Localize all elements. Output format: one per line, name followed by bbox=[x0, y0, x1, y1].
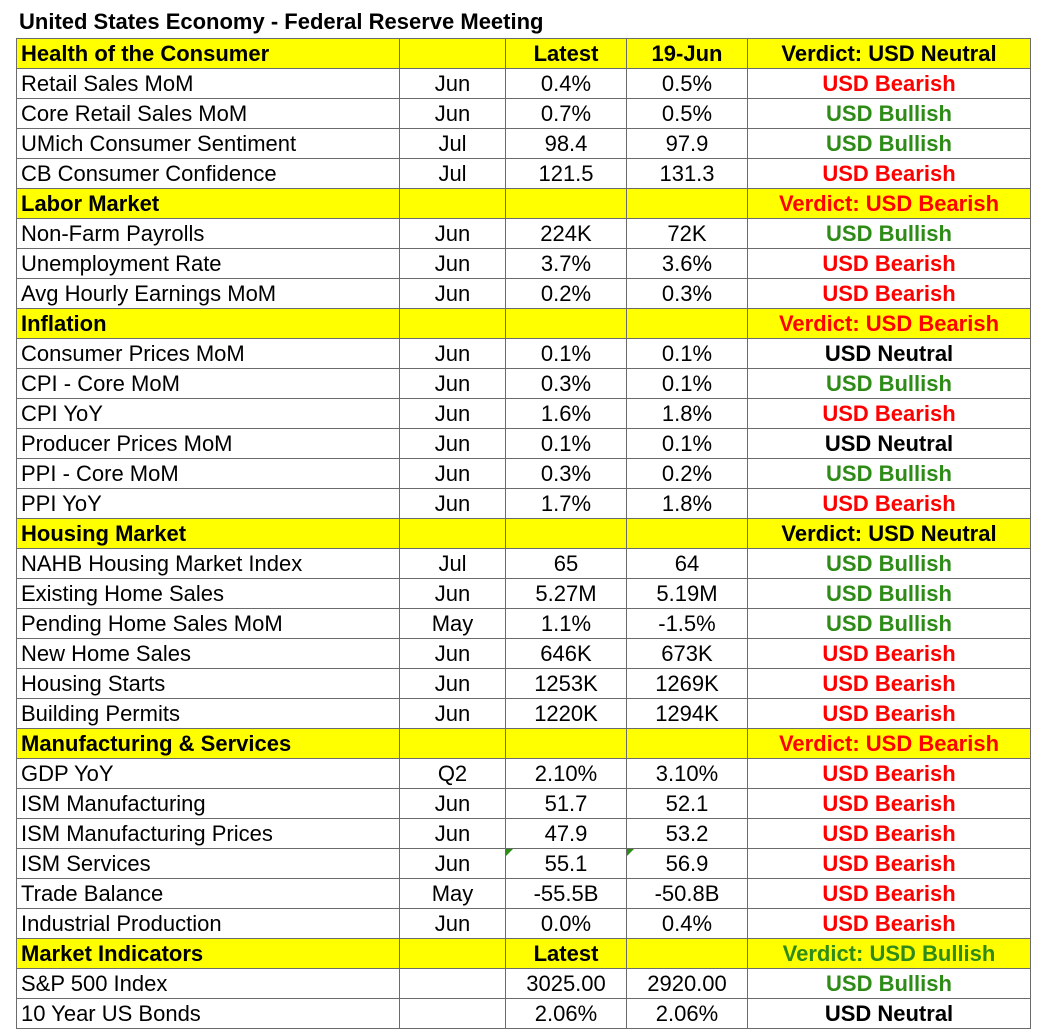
section-verdict: Verdict: USD Bearish bbox=[748, 309, 1031, 339]
indicator-name: ISM Manufacturing Prices bbox=[17, 819, 400, 849]
table-row bbox=[17, 609, 1031, 639]
previous-value: 0.5% bbox=[627, 69, 748, 99]
signal-bullish: USD Bullish bbox=[748, 99, 1031, 129]
section-month-header bbox=[400, 729, 506, 759]
indicator-name: PPI - Core MoM bbox=[17, 459, 400, 489]
previous-value: 0.2% bbox=[627, 459, 748, 489]
table-row bbox=[17, 999, 1031, 1029]
latest-value: 51.7 bbox=[506, 789, 627, 819]
indicator-name: Unemployment Rate bbox=[17, 249, 400, 279]
period-cell: Jul bbox=[400, 159, 506, 189]
signal-bullish: USD Bullish bbox=[748, 219, 1031, 249]
indicator-name: Pending Home Sales MoM bbox=[17, 609, 400, 639]
previous-value: 97.9 bbox=[627, 129, 748, 159]
latest-value: 0.7% bbox=[506, 99, 627, 129]
table-row bbox=[17, 759, 1031, 789]
section-verdict: Verdict: USD Bearish bbox=[748, 189, 1031, 219]
previous-value: 56.9 bbox=[627, 849, 748, 879]
page-title: United States Economy - Federal Reserve Meeting bbox=[19, 9, 544, 34]
previous-value: 1269K bbox=[627, 669, 748, 699]
latest-column-header: Latest bbox=[506, 939, 627, 969]
section-title: Labor Market bbox=[17, 189, 400, 219]
section-verdict: Verdict: USD Neutral bbox=[748, 39, 1031, 69]
section-title: Health of the Consumer bbox=[17, 39, 400, 69]
previous-value: 2.06% bbox=[627, 999, 748, 1029]
signal-bearish: USD Bearish bbox=[748, 879, 1031, 909]
previous-value: 1.8% bbox=[627, 399, 748, 429]
table-row bbox=[17, 819, 1031, 849]
period-cell: Jul bbox=[400, 549, 506, 579]
indicator-name: ISM Manufacturing bbox=[17, 789, 400, 819]
previous-value: 64 bbox=[627, 549, 748, 579]
previous-value: 0.4% bbox=[627, 909, 748, 939]
latest-value: 1.6% bbox=[506, 399, 627, 429]
table-row bbox=[17, 219, 1031, 249]
section-month-header bbox=[400, 519, 506, 549]
signal-bearish: USD Bearish bbox=[748, 399, 1031, 429]
period-cell: Jun bbox=[400, 639, 506, 669]
period-cell: Jun bbox=[400, 699, 506, 729]
latest-value: 0.3% bbox=[506, 369, 627, 399]
section-verdict: Verdict: USD Bearish bbox=[748, 729, 1031, 759]
signal-bullish: USD Bullish bbox=[748, 969, 1031, 999]
section-header-row bbox=[17, 309, 1031, 339]
indicator-name: Trade Balance bbox=[17, 879, 400, 909]
signal-bearish: USD Bearish bbox=[748, 849, 1031, 879]
table-row bbox=[17, 339, 1031, 369]
signal-bullish: USD Bullish bbox=[748, 609, 1031, 639]
period-cell: Jun bbox=[400, 99, 506, 129]
signal-bearish: USD Bearish bbox=[748, 909, 1031, 939]
period-cell: Jun bbox=[400, 669, 506, 699]
indicator-name: UMich Consumer Sentiment bbox=[17, 129, 400, 159]
signal-bullish: USD Bullish bbox=[748, 369, 1031, 399]
period-cell: Jun bbox=[400, 849, 506, 879]
section-verdict: Verdict: USD Bullish bbox=[748, 939, 1031, 969]
previous-value: 131.3 bbox=[627, 159, 748, 189]
signal-neutral: USD Neutral bbox=[748, 339, 1031, 369]
table-row bbox=[17, 159, 1031, 189]
signal-bearish: USD Bearish bbox=[748, 489, 1031, 519]
latest-value: 3.7% bbox=[506, 249, 627, 279]
table-row bbox=[17, 849, 1031, 879]
indicator-name: Non-Farm Payrolls bbox=[17, 219, 400, 249]
period-cell: Jun bbox=[400, 369, 506, 399]
period-cell: Q2 bbox=[400, 759, 506, 789]
indicator-name: CPI YoY bbox=[17, 399, 400, 429]
indicator-name: ISM Services bbox=[17, 849, 400, 879]
table-row bbox=[17, 549, 1031, 579]
section-header-row bbox=[17, 729, 1031, 759]
period-cell: May bbox=[400, 879, 506, 909]
signal-bearish: USD Bearish bbox=[748, 639, 1031, 669]
previous-value: 2920.00 bbox=[627, 969, 748, 999]
latest-value: 0.0% bbox=[506, 909, 627, 939]
table-row bbox=[17, 129, 1031, 159]
indicator-name: Producer Prices MoM bbox=[17, 429, 400, 459]
signal-bullish: USD Bullish bbox=[748, 549, 1031, 579]
previous-column-header bbox=[627, 939, 748, 969]
table-row bbox=[17, 459, 1031, 489]
latest-value: 224K bbox=[506, 219, 627, 249]
indicator-name: New Home Sales bbox=[17, 639, 400, 669]
section-month-header bbox=[400, 189, 506, 219]
table-row bbox=[17, 99, 1031, 129]
period-cell bbox=[400, 999, 506, 1029]
table-row bbox=[17, 279, 1031, 309]
latest-value: 121.5 bbox=[506, 159, 627, 189]
table-row bbox=[17, 249, 1031, 279]
indicator-name: GDP YoY bbox=[17, 759, 400, 789]
signal-neutral: USD Neutral bbox=[748, 999, 1031, 1029]
indicator-name: Core Retail Sales MoM bbox=[17, 99, 400, 129]
signal-bearish: USD Bearish bbox=[748, 789, 1031, 819]
period-cell: Jun bbox=[400, 819, 506, 849]
period-cell: May bbox=[400, 609, 506, 639]
section-title: Market Indicators bbox=[17, 939, 400, 969]
previous-value: 52.1 bbox=[627, 789, 748, 819]
previous-value: 1.8% bbox=[627, 489, 748, 519]
previous-value: 0.3% bbox=[627, 279, 748, 309]
previous-column-header bbox=[627, 519, 748, 549]
latest-value: 0.2% bbox=[506, 279, 627, 309]
table-row bbox=[17, 639, 1031, 669]
previous-value: 0.5% bbox=[627, 99, 748, 129]
table-row bbox=[17, 69, 1031, 99]
signal-neutral: USD Neutral bbox=[748, 429, 1031, 459]
section-header-row bbox=[17, 939, 1031, 969]
indicator-name: Housing Starts bbox=[17, 669, 400, 699]
period-cell: Jun bbox=[400, 219, 506, 249]
previous-value: 0.1% bbox=[627, 369, 748, 399]
latest-column-header bbox=[506, 309, 627, 339]
section-title: Inflation bbox=[17, 309, 400, 339]
latest-value: 0.1% bbox=[506, 429, 627, 459]
latest-column-header bbox=[506, 189, 627, 219]
section-month-header bbox=[400, 939, 506, 969]
section-title: Manufacturing & Services bbox=[17, 729, 400, 759]
latest-value: 5.27M bbox=[506, 579, 627, 609]
indicator-name: Retail Sales MoM bbox=[17, 69, 400, 99]
signal-bullish: USD Bullish bbox=[748, 129, 1031, 159]
previous-value: 1294K bbox=[627, 699, 748, 729]
section-header-row bbox=[17, 519, 1031, 549]
table-row bbox=[17, 669, 1031, 699]
section-month-header bbox=[400, 39, 506, 69]
period-cell: Jun bbox=[400, 909, 506, 939]
table-row bbox=[17, 579, 1031, 609]
previous-value: -1.5% bbox=[627, 609, 748, 639]
previous-value: -50.8B bbox=[627, 879, 748, 909]
table-row bbox=[17, 429, 1031, 459]
latest-value: 47.9 bbox=[506, 819, 627, 849]
previous-column-header bbox=[627, 729, 748, 759]
economy-table-body bbox=[17, 39, 1031, 1029]
table-row bbox=[17, 879, 1031, 909]
latest-value: 1.7% bbox=[506, 489, 627, 519]
section-header-row bbox=[17, 39, 1031, 69]
indicator-name: Building Permits bbox=[17, 699, 400, 729]
latest-column-header bbox=[506, 729, 627, 759]
indicator-name: 10 Year US Bonds bbox=[17, 999, 400, 1029]
period-cell: Jun bbox=[400, 399, 506, 429]
latest-value: 55.1 bbox=[506, 849, 627, 879]
table-row bbox=[17, 909, 1031, 939]
latest-value: 1.1% bbox=[506, 609, 627, 639]
previous-value: 3.6% bbox=[627, 249, 748, 279]
signal-bearish: USD Bearish bbox=[748, 279, 1031, 309]
period-cell: Jun bbox=[400, 279, 506, 309]
previous-value: 5.19M bbox=[627, 579, 748, 609]
period-cell bbox=[400, 969, 506, 999]
previous-value: 3.10% bbox=[627, 759, 748, 789]
signal-bearish: USD Bearish bbox=[748, 669, 1031, 699]
table-row bbox=[17, 699, 1031, 729]
period-cell: Jun bbox=[400, 459, 506, 489]
table-row bbox=[17, 489, 1031, 519]
latest-value: 2.10% bbox=[506, 759, 627, 789]
previous-column-header bbox=[627, 309, 748, 339]
period-cell: Jun bbox=[400, 789, 506, 819]
indicator-name: CB Consumer Confidence bbox=[17, 159, 400, 189]
previous-value: 0.1% bbox=[627, 339, 748, 369]
latest-value: -55.5B bbox=[506, 879, 627, 909]
latest-value: 1253K bbox=[506, 669, 627, 699]
previous-value: 0.1% bbox=[627, 429, 748, 459]
signal-bearish: USD Bearish bbox=[748, 69, 1031, 99]
previous-value: 72K bbox=[627, 219, 748, 249]
signal-bullish: USD Bullish bbox=[748, 579, 1031, 609]
signal-bearish: USD Bearish bbox=[748, 699, 1031, 729]
indicator-name: Existing Home Sales bbox=[17, 579, 400, 609]
table-row bbox=[17, 399, 1031, 429]
period-cell: Jun bbox=[400, 249, 506, 279]
signal-bearish: USD Bearish bbox=[748, 759, 1031, 789]
signal-bearish: USD Bearish bbox=[748, 819, 1031, 849]
previous-value: 53.2 bbox=[627, 819, 748, 849]
signal-bullish: USD Bullish bbox=[748, 459, 1031, 489]
latest-column-header bbox=[506, 519, 627, 549]
period-cell: Jun bbox=[400, 429, 506, 459]
latest-value: 646K bbox=[506, 639, 627, 669]
period-cell: Jun bbox=[400, 579, 506, 609]
period-cell: Jun bbox=[400, 489, 506, 519]
economy-table bbox=[16, 38, 1031, 1029]
latest-value: 0.1% bbox=[506, 339, 627, 369]
indicator-name: S&P 500 Index bbox=[17, 969, 400, 999]
indicator-name: CPI - Core MoM bbox=[17, 369, 400, 399]
section-verdict: Verdict: USD Neutral bbox=[748, 519, 1031, 549]
previous-column-header: 19-Jun bbox=[627, 39, 748, 69]
indicator-name: Consumer Prices MoM bbox=[17, 339, 400, 369]
indicator-name: Industrial Production bbox=[17, 909, 400, 939]
latest-value: 65 bbox=[506, 549, 627, 579]
section-month-header bbox=[400, 309, 506, 339]
period-cell: Jun bbox=[400, 69, 506, 99]
section-header-row bbox=[17, 189, 1031, 219]
latest-value: 0.3% bbox=[506, 459, 627, 489]
period-cell: Jul bbox=[400, 129, 506, 159]
signal-bearish: USD Bearish bbox=[748, 249, 1031, 279]
latest-value: 3025.00 bbox=[506, 969, 627, 999]
table-row bbox=[17, 369, 1031, 399]
latest-column-header: Latest bbox=[506, 39, 627, 69]
signal-bearish: USD Bearish bbox=[748, 159, 1031, 189]
table-row bbox=[17, 789, 1031, 819]
indicator-name: Avg Hourly Earnings MoM bbox=[17, 279, 400, 309]
previous-value: 673K bbox=[627, 639, 748, 669]
period-cell: Jun bbox=[400, 339, 506, 369]
latest-value: 98.4 bbox=[506, 129, 627, 159]
latest-value: 2.06% bbox=[506, 999, 627, 1029]
section-title: Housing Market bbox=[17, 519, 400, 549]
latest-value: 0.4% bbox=[506, 69, 627, 99]
table-row bbox=[17, 969, 1031, 999]
latest-value: 1220K bbox=[506, 699, 627, 729]
indicator-name: NAHB Housing Market Index bbox=[17, 549, 400, 579]
indicator-name: PPI YoY bbox=[17, 489, 400, 519]
previous-column-header bbox=[627, 189, 748, 219]
